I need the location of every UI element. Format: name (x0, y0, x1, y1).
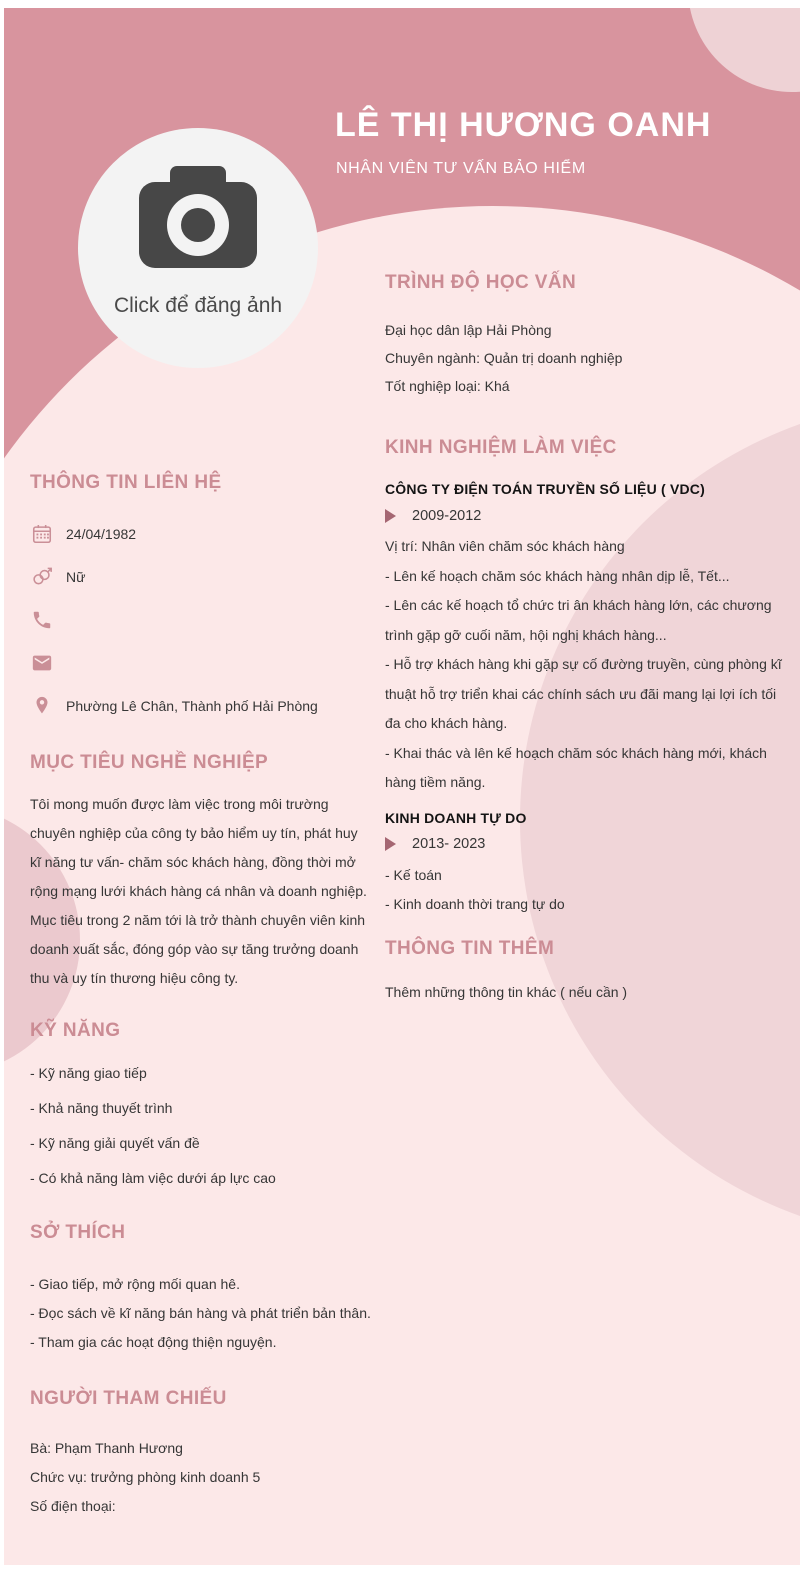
job-entry (385, 810, 785, 920)
objective-heading: MỤC TIÊU NGHỀ NGHIỆP (30, 752, 269, 773)
camera-icon (139, 182, 257, 268)
contact-row-email (30, 651, 370, 674)
job-detail: - Khai thác và lên kế hoạch chăm sóc khách hàng mới, khách hàng tiềm năng. (385, 744, 767, 790)
reference-line: Bà: Phạm Thanh Hương (30, 1440, 183, 1456)
objective-section (30, 752, 370, 993)
skill-item: - Có khả năng làm việc dưới áp lực cao (30, 1170, 276, 1186)
hobby-item: - Đọc sách về kĩ năng bán hàng và phát triển bản thân. (30, 1305, 371, 1321)
birthday-value: 24/04/1982 (66, 525, 137, 542)
job-detail: - Kế toán (385, 866, 442, 883)
cv-page (4, 8, 800, 1565)
gender-icon (30, 565, 54, 589)
job-period: 2013- 2023 (412, 836, 486, 852)
contact-section (30, 472, 370, 737)
job-detail: - Lên các kế hoạch tổ chức tri ân khách hàng lớn, các chương trình gặp gỡ cuối năm, hội nghị khách hàng... (385, 597, 772, 643)
hobby-item: - Giao tiếp, mở rộng mối quan hê. (30, 1276, 240, 1292)
job-period-row (385, 834, 785, 855)
job-period: 2009-2012 (412, 507, 482, 524)
skill-item: - Kỹ năng giao tiếp (30, 1065, 147, 1081)
phone-icon (30, 608, 54, 632)
experience-heading: KINH NGHIỆM LÀM VIỆC (385, 437, 617, 458)
skill-item: - Khả năng thuyết trình (30, 1100, 173, 1116)
job-entry (385, 481, 785, 798)
education-line: Tốt nghiệp loại: Khá (385, 378, 510, 394)
hobby-item: - Tham gia các hoạt động thiện nguyện. (30, 1334, 277, 1350)
objective-paragraph: Tôi mong muốn được làm việc trong môi trường chuyên nghiệp của công ty bảo hiểm uy tín, phát huy kĩ năng tư vấn- chăm sóc khách hàng, đồng thời mở rộng mạng lưới khách hàng cá nhân và doanh nghiệp. (30, 796, 367, 899)
triangle-bullet-icon (385, 837, 396, 851)
additional-section (385, 938, 785, 1000)
education-section (385, 272, 785, 400)
skill-item: - Kỹ năng giải quyết vấn đề (30, 1135, 200, 1151)
additional-text: Thêm những thông tin khác ( nếu cần ) (385, 984, 628, 1000)
job-detail: - Hỗ trợ khách hàng khi gặp sự cố đường truyền, cùng phòng kĩ thuật hỗ trợ triển khai các chính sách ưu đãi mang lại lợi ích tối đa cho khách hàng. (385, 656, 782, 731)
hobbies-heading: SỞ THÍCH (30, 1222, 126, 1243)
additional-heading: THÔNG TIN THÊM (385, 938, 555, 959)
skills-heading: KỸ NĂNG (30, 1020, 121, 1041)
mail-icon (30, 651, 54, 675)
calendar-icon (30, 522, 54, 546)
contact-heading: THÔNG TIN LIÊN HỆ (30, 472, 222, 493)
job-period-row (385, 505, 785, 526)
photo-upload-placeholder[interactable] (78, 128, 318, 368)
hobbies-section (30, 1222, 390, 1357)
job-detail: - Lên kế hoạch chăm sóc khách hàng nhân dịp lễ, Tết... (385, 567, 730, 584)
objective-paragraph: Mục tiêu trong 2 năm tới là trở thành chuyên viên kinh doanh xuất sắc, đóng góp vào sự tăng trưởng doanh thu và uy tín thương hiệu công ty. (30, 912, 366, 986)
reference-line: Số điện thoại: (30, 1498, 116, 1514)
contact-row-birthday (30, 522, 370, 545)
gender-value: Nữ (66, 568, 86, 585)
education-line: Chuyên ngành: Quản trị doanh nghiệp (385, 350, 623, 366)
photo-upload-caption: Click để đăng ảnh (113, 294, 283, 317)
job-company: KINH DOANH TỰ DO (385, 809, 527, 826)
contact-row-gender (30, 565, 370, 588)
reference-line: Chức vụ: trưởng phòng kinh doanh 5 (30, 1469, 261, 1485)
contact-row-phone (30, 608, 370, 631)
references-heading: NGƯỜI THAM CHIẾU (30, 1388, 227, 1409)
address-value: Phường Lê Chân, Thành phố Hải Phòng (66, 697, 318, 714)
job-detail: - Kinh doanh thời trang tự do (385, 896, 565, 912)
job-detail: Vị trí: Nhân viên chăm sóc khách hàng (385, 538, 625, 554)
job-company: CÔNG TY ĐIỆN TOÁN TRUYỀN SỐ LIỆU ( VDC) (385, 481, 705, 497)
candidate-title: NHÂN VIÊN TƯ VẤN BẢO HIỂM (336, 160, 586, 177)
references-section (30, 1388, 370, 1521)
candidate-name: LÊ THỊ HƯƠNG OANH (335, 106, 712, 144)
location-icon (30, 694, 54, 718)
contact-row-address (30, 694, 370, 717)
education-line: Đại học dân lập Hải Phòng (385, 322, 552, 338)
experience-section (385, 437, 785, 920)
triangle-bullet-icon (385, 509, 396, 523)
education-heading: TRÌNH ĐỘ HỌC VẤN (385, 272, 577, 293)
skills-section (30, 1020, 370, 1196)
